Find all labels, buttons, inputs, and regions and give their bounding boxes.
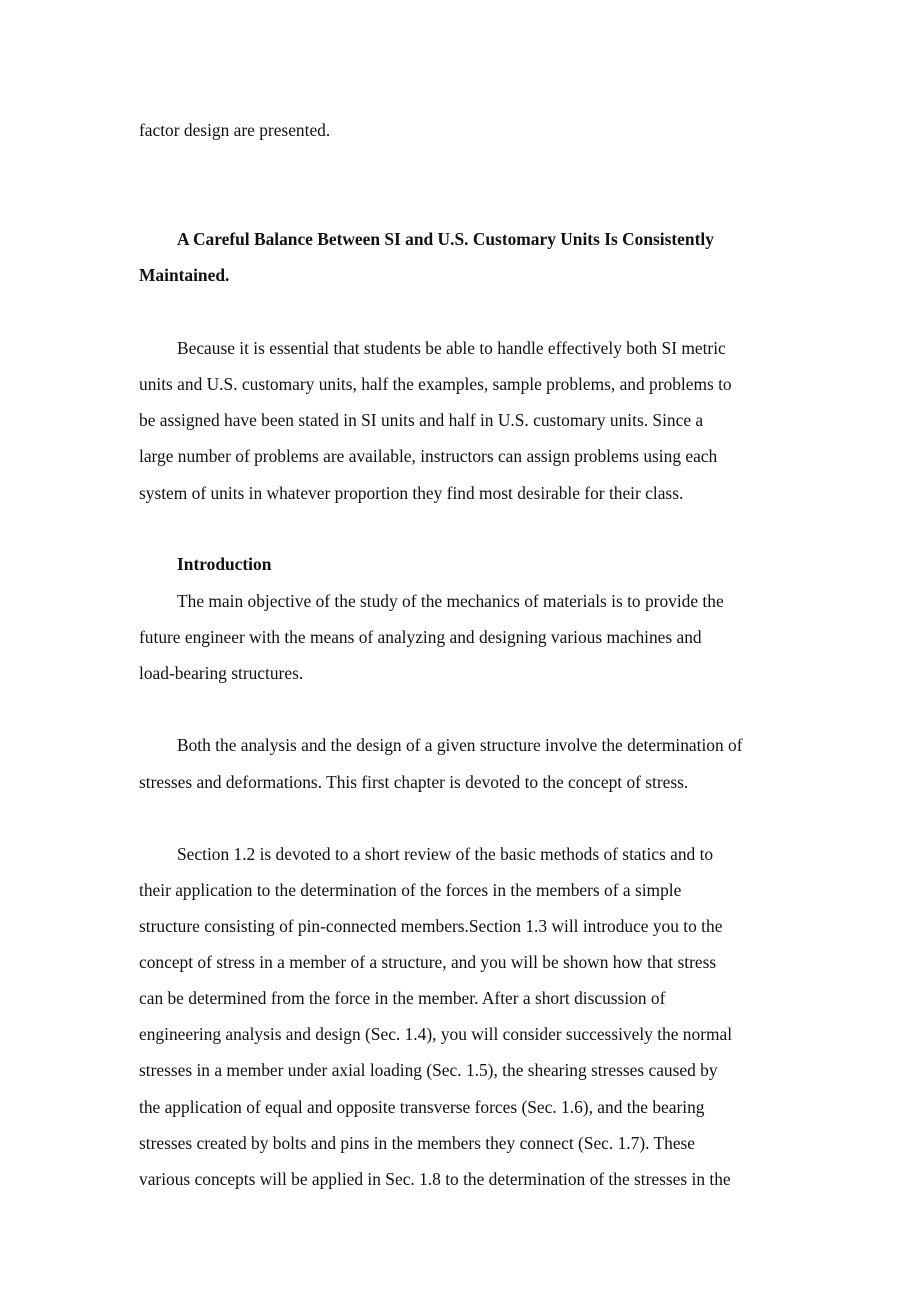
paragraph-line: the application of equal and opposite transverse forces (Sec. 1.6), and the bearing bbox=[139, 1097, 705, 1117]
paragraph-line: structure consisting of pin-connected members.Section 1.3 will introduce you to the bbox=[139, 916, 723, 936]
paragraph-line: concept of stress in a member of a structure, and you will be shown how that stress bbox=[139, 952, 717, 972]
paragraph-line: large number of problems are available, instructors can assign problems using each bbox=[139, 446, 718, 466]
paragraph-line: can be determined from the force in the member. After a short discussion of bbox=[139, 988, 666, 1008]
paragraph-line: stresses and deformations. This first chapter is devoted to the concept of stress. bbox=[139, 772, 689, 792]
section-heading: Introduction bbox=[177, 554, 272, 574]
paragraph-line: units and U.S. customary units, half the examples, sample problems, and problems to bbox=[139, 374, 732, 394]
paragraph-line: Both the analysis and the design of a given structure involve the determination of bbox=[177, 735, 743, 755]
paragraph-line: various concepts will be applied in Sec. 1.8 to the determination of the stresses in the bbox=[139, 1169, 731, 1189]
paragraph-line: Because it is essential that students be able to handle effectively both SI metric bbox=[177, 338, 726, 358]
paragraph-line: The main objective of the study of the mechanics of materials is to provide the bbox=[177, 591, 724, 611]
paragraph-line: factor design are presented. bbox=[139, 120, 331, 140]
section-heading: A Careful Balance Between SI and U.S. Customary Units Is Consistently bbox=[177, 229, 714, 249]
paragraph-line: stresses in a member under axial loading (Sec. 1.5), the shearing stresses caused by bbox=[139, 1060, 718, 1080]
paragraph-line: future engineer with the means of analyzing and designing various machines and bbox=[139, 627, 702, 647]
paragraph-line: be assigned have been stated in SI units and half in U.S. customary units. Since a bbox=[139, 410, 704, 430]
paragraph-line: their application to the determination of the forces in the members of a simple bbox=[139, 880, 682, 900]
paragraph-line: load-bearing structures. bbox=[139, 663, 304, 683]
paragraph-line: engineering analysis and design (Sec. 1.4), you will consider successively the normal bbox=[139, 1024, 733, 1044]
section-heading: Maintained. bbox=[139, 265, 230, 285]
paragraph-line: system of units in whatever proportion they find most desirable for their class. bbox=[139, 483, 684, 503]
paragraph-line: Section 1.2 is devoted to a short review of the basic methods of statics and to bbox=[177, 844, 714, 864]
paragraph-line: stresses created by bolts and pins in the members they connect (Sec. 1.7). These bbox=[139, 1133, 696, 1153]
